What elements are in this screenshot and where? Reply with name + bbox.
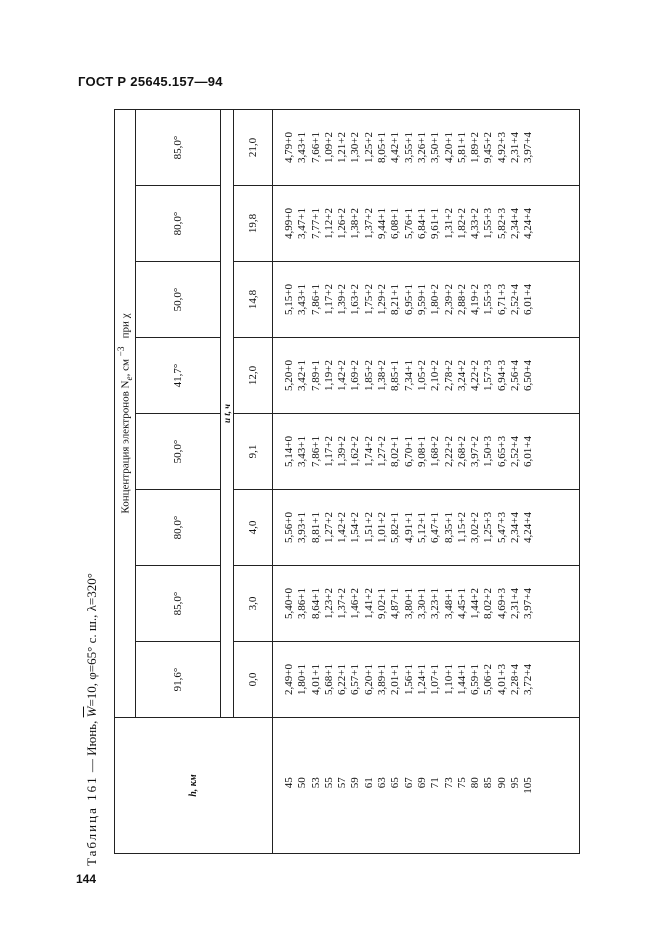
data-column: 5,14+0 3,43+1 7,86+1 1,17+2 1,39+2 1,62+2 1,74+2 1,27+2 8,02+1 6,70+1 9,08+1 1,68+2 2,22+2 2,68+2 3,97+2 1,50+3 6,65+3 2,52+4 6,01+4	[283, 436, 535, 467]
caption-text: — Июнь,	[84, 717, 99, 776]
data-cell	[273, 338, 580, 414]
time-value: 4,0	[234, 490, 273, 566]
chi-value: 85,0°	[136, 566, 221, 642]
chi-value: 91,6°	[136, 642, 221, 718]
chi-value: 80,0°	[136, 186, 221, 262]
h-values: 45 50 53 55 57 59 61 63 65 67 69 71 73 75 80 85 90 95 105	[283, 777, 535, 794]
data-column: 5,20+0 3,42+1 7,89+1 1,19+2 1,42+2 1,69+2 1,85+2 1,38+2 8,85+1 7,34+1 1,05+2 2,10+2 2,78+2 3,24+2 4,22+2 1,57+3 6,94+3 2,56+4 6,50+4	[283, 360, 535, 391]
data-cell	[273, 109, 580, 185]
time-value: 14,8	[234, 262, 273, 338]
electron-concentration-table	[114, 109, 580, 854]
ne-subscript: e	[123, 376, 134, 381]
time-value: 19,8	[234, 186, 273, 262]
data-cell	[273, 414, 580, 490]
caption-prefix: Таблица 161	[84, 775, 99, 866]
data-cell	[273, 262, 580, 338]
document-header: ГОСТ Р 25645.157—94	[78, 74, 223, 89]
data-cell	[273, 642, 580, 718]
table-caption	[84, 110, 104, 866]
h-km-header: h, км	[115, 718, 273, 854]
at-chi-label: при χ	[119, 313, 132, 339]
caption-w-symbol: $\overline{W}$	[84, 706, 99, 718]
concentration-title-text: Концентрация электронов N	[119, 380, 132, 514]
h-values-cell	[273, 718, 580, 854]
time-value: 12,0	[234, 338, 273, 414]
concentration-exponent: −3	[116, 346, 127, 357]
caption-params: =10, φ=65° с. ш., λ=320°	[84, 573, 99, 707]
time-value: 9,1	[234, 414, 273, 490]
chi-value: 80,0°	[136, 490, 221, 566]
chi-value: 41,7°	[136, 338, 221, 414]
data-column: 5,15+0 3,43+1 7,86+1 1,17+2 1,39+2 1,63+2 1,75+2 1,29+2 8,21+1 6,95+1 9,59+1 1,80+2 2,39+2 2,88+2 4,19+2 1,55+3 6,71+3 2,52+4 6,01+4	[283, 284, 535, 315]
time-value: 3,0	[234, 566, 273, 642]
time-value: 0,0	[234, 642, 273, 718]
concentration-unit: , см	[119, 356, 132, 377]
page-number: 144	[76, 872, 97, 886]
data-cell	[273, 566, 580, 642]
chi-value: 50,0°	[136, 414, 221, 490]
data-column: 4,79+0 3,43+1 7,66+1 1,09+2 1,21+2 1,30+2 1,25+2 8,05+1 4,42+1 3,55+1 3,26+1 3,50+1 4,20+1 5,81+1 1,89+2 9,45+2 4,92+3 2,31+4 3,97+4	[283, 132, 535, 163]
chi-value: 50,0°	[136, 262, 221, 338]
data-column: 5,56+0 3,93+1 8,81+1 1,27+2 1,42+2 1,54+2 1,51+2 1,01+2 5,82+1 4,91+1 5,12+1 6,47+1 8,35+1 1,15+2 3,02+2 1,25+3 5,47+3 2,34+4 4,24+4	[283, 512, 535, 543]
data-column: 5,40+0 3,86+1 8,64+1 1,23+2 1,37+2 1,46+2 1,41+2 9,02+1 4,87+1 3,80+1 3,30+1 3,23+1 3,48+1 4,45+1 1,44+2 8,02+2 4,69+3 2,31+4 3,97+4	[283, 588, 535, 619]
ut-label: и t, ч	[221, 109, 234, 717]
concentration-title	[115, 109, 136, 717]
data-cell	[273, 186, 580, 262]
chi-value: 85,0°	[136, 109, 221, 185]
time-value: 21,0	[234, 109, 273, 185]
rotated-table-block	[84, 110, 562, 866]
data-cell	[273, 490, 580, 566]
data-column: 2,49+0 1,80+1 4,01+1 5,68+1 6,22+1 6,57+1 6,20+1 3,89+1 2,01+1 1,56+1 1,24+1 1,07+1 1,10+1 1,44+1 6,59+1 5,06+2 4,01+3 2,28+4 3,72+4	[283, 664, 535, 695]
data-column: 4,99+0 3,47+1 7,77+1 1,12+2 1,26+2 1,38+2 1,37+2 9,44+1 6,08+1 5,76+1 6,84+1 9,61+1 1,31+2 1,82+2 4,33+2 1,55+3 5,82+3 2,34+4 4,24+4	[283, 208, 535, 239]
